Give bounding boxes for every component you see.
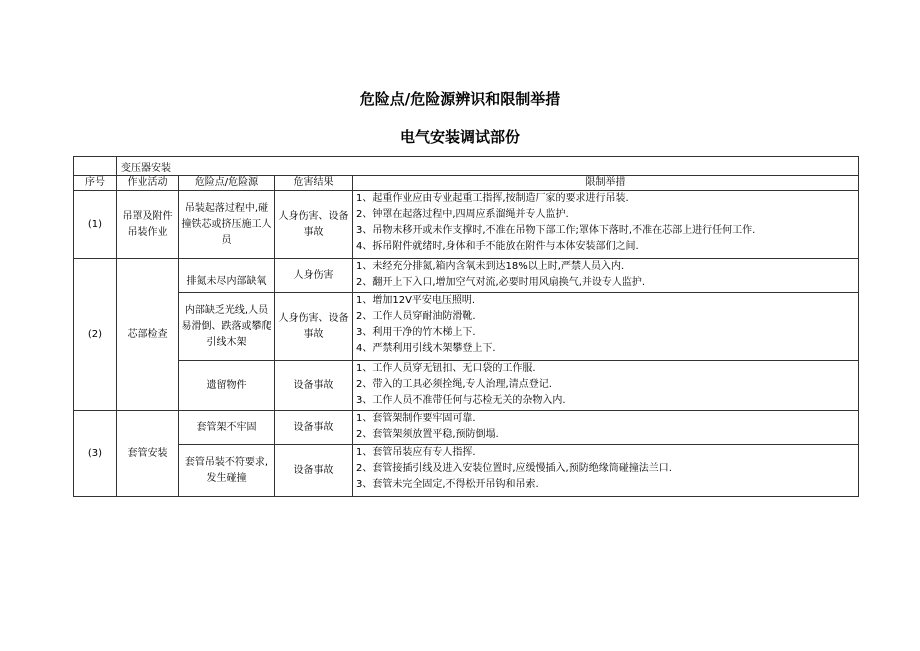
measure-item: 3、利用干净的竹木梯上下. (356, 327, 476, 338)
row-hazard: 套管架不牢固 (179, 411, 275, 445)
measure-item: 1、起重作业应由专业起重工指挥,按制造厂家的要求进行吊装. (356, 193, 629, 204)
row-hazard: 内部缺乏光线,人员易滑倒、跌落或攀爬引线木架 (179, 293, 275, 361)
header-result: 危害结果 (275, 176, 353, 191)
measure-item: 3、工作人员不准带任何与芯检无关的杂物入内. (356, 395, 566, 406)
document-title: 危险点/危险源辨识和限制举措 (359, 90, 561, 108)
row-no: (3) (74, 411, 117, 497)
row-no: (2) (74, 259, 117, 411)
table-row (74, 191, 859, 259)
measure-item: 2、套管架须放置平稳,预防倒塌. (356, 429, 499, 440)
row-hazard: 套管吊装不符要求,发生碰撞 (179, 445, 275, 497)
header-row (74, 176, 859, 191)
header-hazard: 危险点/危险源 (179, 176, 275, 191)
row-result: 设备事故 (275, 445, 353, 497)
section-title: 变压器安装 (117, 157, 859, 176)
measure-item: 3、吊物未移开或未作支撑时,不准在吊物下部工作;罩体下落时,不准在芯部上进行任何工作. (356, 225, 756, 236)
row-activity: 套管安装 (117, 411, 179, 497)
measure-item: 2、工作人员穿耐油防滑靴. (356, 311, 476, 322)
measure-item: 1、套管吊装应有专人指挥. (356, 447, 476, 458)
hazard-table (73, 156, 859, 497)
row-measures (353, 361, 859, 411)
row-measures (353, 191, 859, 259)
measure-item: 1、增加12V平安电压照明. (356, 295, 476, 306)
row-result: 人身伤害 (275, 259, 353, 293)
row-measures (353, 293, 859, 361)
row-activity: 芯部检查 (117, 259, 179, 411)
measure-item: 4、严禁利用引线木架攀登上下. (356, 343, 496, 353)
row-result: 人身伤害、设备事故 (275, 191, 353, 259)
row-hazard: 排氮未尽内部缺氧 (179, 259, 275, 293)
table-row (74, 361, 859, 411)
measure-item: 2、带入的工具必须拴绳,专人治理,清点登记. (356, 379, 552, 390)
measure-item: 1、套管架制作要牢固可靠. (356, 413, 476, 424)
row-activity: 吊罩及附件吊装作业 (117, 191, 179, 259)
header-activity: 作业活动 (117, 176, 179, 191)
measure-item: 3、套管未完全固定,不得松开吊钩和吊索. (356, 479, 539, 490)
document-subtitle: 电气安装调试部份 (399, 128, 520, 146)
header-no: 序号 (74, 176, 117, 191)
row-measures (353, 259, 859, 293)
table-row (74, 411, 859, 445)
header-measures: 限制举措 (353, 176, 859, 191)
measure-item: 1、未经充分排氮,箱内含氧未到达18%以上时,严禁人员入内. (356, 261, 625, 272)
table-row (74, 259, 859, 293)
table-row (74, 445, 859, 497)
row-result: 设备事故 (275, 361, 353, 411)
row-result: 设备事故 (275, 411, 353, 445)
row-measures (353, 411, 859, 445)
measure-item: 4、拆吊附件就绪时,身体和手不能放在附件与本体安装部们之间. (356, 241, 639, 251)
blank-cell (74, 157, 117, 176)
measure-item: 2、钟罩在起落过程中,四周应系溜绳并专人监护. (356, 209, 569, 220)
section-row (74, 157, 859, 176)
table-row (74, 293, 859, 361)
row-hazard: 遗留物件 (179, 361, 275, 411)
row-no: (1) (74, 191, 117, 259)
row-hazard: 吊装起落过程中,碰撞铁芯或挤压施工人员 (179, 191, 275, 259)
row-result: 人身伤害、设备事故 (275, 293, 353, 361)
measure-item: 1、工作人员穿无钮扣、无口袋的工作服. (356, 363, 536, 374)
row-measures (353, 445, 859, 497)
measure-item: 2、翻开上下入口,增加空气对流,必要时用风扇换气,并设专人监护. (356, 277, 646, 288)
measure-item: 2、套管接插引线及进入安装位置时,应缓慢插入,预防绝缘筒碰撞法兰口. (356, 463, 672, 474)
